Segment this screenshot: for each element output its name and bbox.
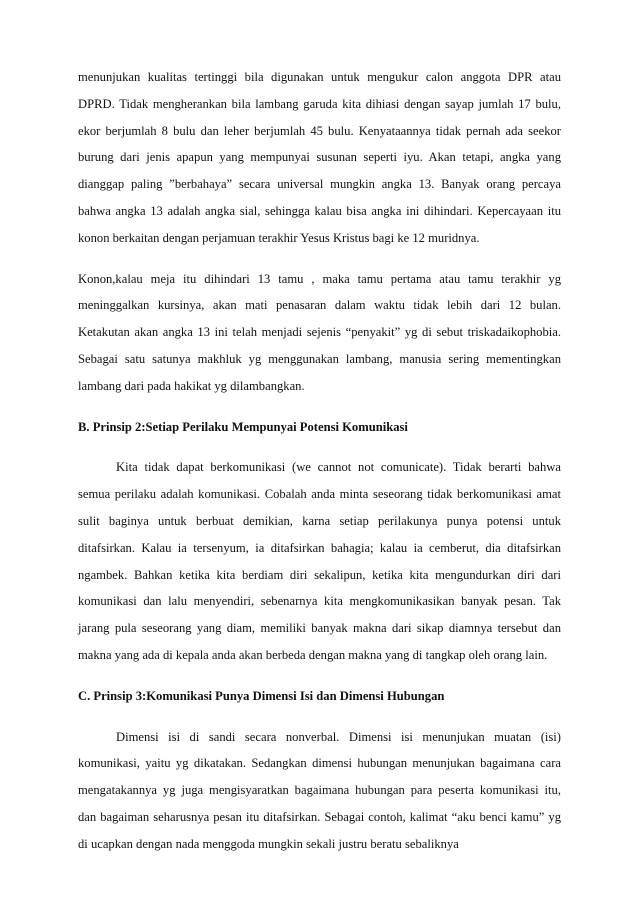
text-line: mengatakannya yg juga mengisyaratkan bagaimana hubungan para peserta komunikasi itu,	[78, 783, 561, 798]
text-line: Sebagai satu satunya makhluk yg menggunakan lambang, manusia sering mementingkan	[78, 351, 561, 366]
text-line: dan bagaiman seharusnya pesan itu ditafsirkan. Sebagai contoh, kalimat “aku benci kamu” yg	[78, 809, 561, 824]
text-line: ditafsirkan. Kalau ia tersenyum, ia ditafsirkan bahagia; kalau ia cemberut, dia ditafsirkan	[78, 540, 561, 555]
text-line: Kita tidak dapat berkomunikasi (we cannot not comunicate). Tidak berarti bahwa	[116, 460, 561, 475]
text-line: konon berkaitan dengan perjamuan terakhir Yesus Kristus bagi ke 12 muridnya.	[78, 230, 480, 245]
section-heading-c: C. Prinsip 3:Komunikasi Punya Dimensi Isi dan Dimensi Hubungan	[78, 688, 445, 703]
text-line: lambang dari pada hakikat yg dilambangkan.	[78, 378, 305, 393]
text-line: Dimensi isi di sandi secara nonverbal. Dimensi isi menunjukan muatan (isi)	[116, 729, 561, 744]
text-line: menunjukan kualitas tertinggi bila digunakan untuk mengukur calon anggota DPR atau	[78, 70, 561, 84]
section-heading-b: B. Prinsip 2:Setiap Perilaku Mempunyai Potensi Komunikasi	[78, 419, 408, 434]
paragraph-2	[78, 266, 561, 400]
text-line: sulit baginya untuk berbuat demikian, karna setiap perilakunya punya potensi untuk	[78, 513, 561, 528]
text-line: meninggalkan kursinya, akan mati penasaran dalam waktu tidak lebih dari 12 bulan.	[78, 298, 561, 313]
text-line: dianggap paling ”berbahaya” secara universal mungkin angka 13. Banyak orang percaya	[78, 177, 561, 192]
paragraph-1	[78, 64, 561, 252]
text-line: burung dari jenis apapun yang mempunyai susunan seperti iyu. Akan tetapi, angka yang	[78, 150, 561, 165]
text-line: jarang pula seseorang yang diam, memiliki banyak makna dari sikap diamnya tersebut dan	[78, 621, 561, 636]
text-line: ngambek. Bahkan ketika kita berdiam diri sekalipun, ketika kita mengundurkan diri dari	[78, 567, 561, 582]
text-line: DPRD. Tidak mengherankan bila lambang garuda kita dihiasi dengan sayap jumlah 17 bulu,	[78, 96, 561, 111]
text-line: di ucapkan dengan nada menggoda mungkin sekali justru beratu sebaliknya	[78, 836, 459, 851]
paragraph-3	[78, 454, 561, 668]
text-line: makna yang ada di kepala anda akan berbeda dengan makna yang di tangkap oleh orang lain.	[78, 647, 548, 662]
text-line: komunikasi, yaitu yg dikatakan. Sedangkan dimensi hubungan menunjukan bagaimana cara	[78, 756, 561, 771]
document-page	[78, 64, 561, 858]
text-line: bahwa angka 13 adalah angka sial, sehingga kalau bisa angka ini dihindari. Kepercayaan itu	[78, 203, 561, 218]
paragraph-4	[78, 724, 561, 858]
text-line: semua perilaku adalah komunikasi. Cobalah anda minta seseorang tidak berkomunikasi amat	[78, 487, 561, 502]
text-line: ekor berjumlah 8 bulu dan leher berjumlah 45 bulu. Kenyataannya tidak pernah ada seekor	[78, 123, 561, 138]
text-line: Ketakutan akan angka 13 ini telah menjadi sejenis “penyakit” yg di sebut triskadaikophobia.	[78, 325, 561, 340]
text-line: komunikasi dan lalu menyendiri, sebenarnya kita mengkomunikasikan banyak pesan. Tak	[78, 594, 561, 609]
text-line: Konon,kalau meja itu dihindari 13 tamu , maka tamu pertama atau tamu terakhir yg	[78, 271, 561, 286]
